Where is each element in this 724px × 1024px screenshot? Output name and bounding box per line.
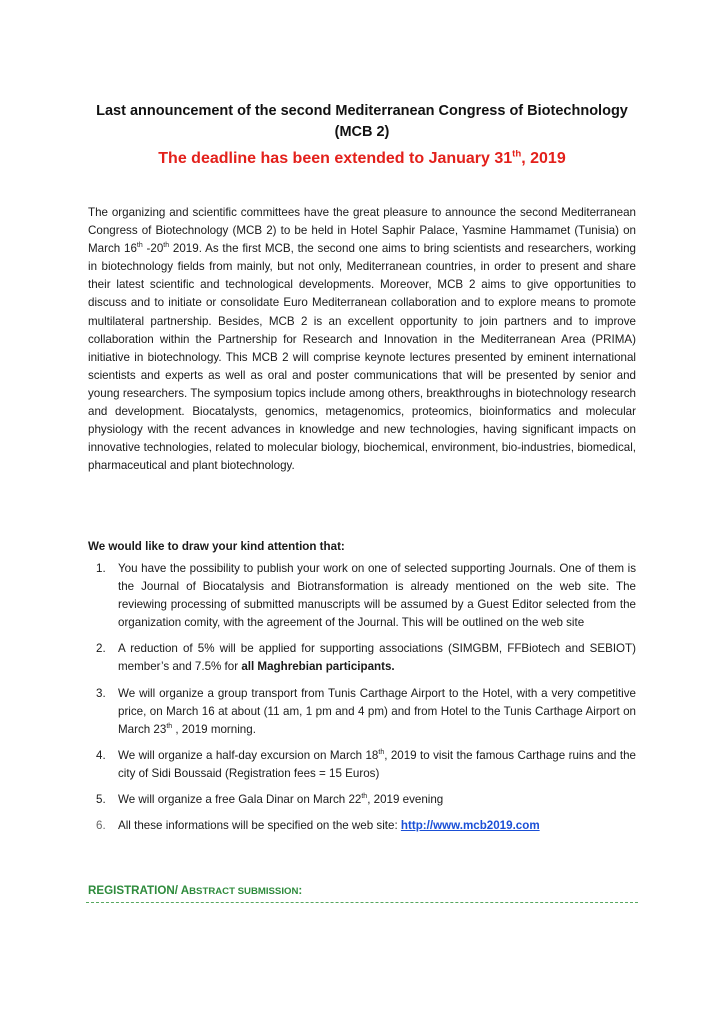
- list-text-after: , 2019 morning.: [172, 722, 256, 736]
- list-sup: th: [378, 748, 385, 756]
- section-divider: [86, 902, 638, 903]
- deadline-notice: [60, 148, 664, 170]
- list-sup: th: [166, 722, 173, 730]
- list-text-after: , 2019 evening: [367, 793, 444, 807]
- list-item-1: [88, 560, 636, 632]
- list-number: 3.: [96, 686, 106, 700]
- intro-text-2: -20: [142, 242, 164, 256]
- registration-text-2: BSTRACT SUBMISSION: [189, 886, 299, 897]
- list-item-5: [88, 791, 636, 809]
- intro-sup-2: th: [163, 242, 170, 250]
- list-item-4: [88, 747, 636, 783]
- list-text-after: , 2019 to visit the famous Carthage ruins and the city of Sidi Boussaid (Registration fees = 15 Euros): [118, 748, 636, 780]
- list-number: 2.: [96, 642, 106, 656]
- intro-text-3: 2019. As the first MCB, the second one aims to bring scientists and researchers, working in biotechnology fields from mainly, but not only, Mediterranean countries, in order to present and share their latest scientific and technological developments. Moreover, MCB 2 aims to give opportunities to discuss and to initiate or consolidate Euro Mediterranean collaboration and to explore means to promote multilateral partnership. Besides, MCB 2 is an excellent opportunity to join partners and to improve collaboration within the Partnership for Research and Innovation in the Mediterranean Area (PRIMA) initiative in biotechnology. This MCB 2 will comprise keynote lectures presented by eminent international scientists and experts as well as oral and poster communications that will be presented by senior and young researchers. The symposium topics include among others, breakthroughs in biotechnology research and development. Biocatalysts, genomics, metagenomics, proteomics, bioinformatics and molecular physiology with the recent advances in knowledge and new technologies, having significant impacts on innovative technologies, related to molecular biology, biochemical, environment, bio-industries, biomedical, pharmaceutical and plant biotechnology.: [88, 242, 636, 473]
- list-sup: th: [361, 793, 368, 801]
- title-line-1: Last announcement of the second Mediterranean Congress of Biotechnology: [96, 103, 628, 119]
- list-text-bold: all Maghrebian participants.: [241, 660, 395, 674]
- list-number: 6.: [96, 819, 106, 833]
- registration-text-1: REGISTRATION/ A: [88, 884, 190, 897]
- attention-heading: We would like to draw your kind attention that:: [88, 540, 345, 553]
- deadline-sup: th: [512, 148, 522, 160]
- list-text: We will organize a free Gala Dinar on March 22: [118, 793, 362, 807]
- title-line-2: (MCB 2): [334, 124, 390, 140]
- deadline-text: The deadline has been extended to January 31: [158, 150, 513, 167]
- intro-paragraph: [88, 204, 636, 475]
- list-text: You have the possibility to publish your work on one of selected supporting Journals. One of them is the Journal of Biocatalysis and Biotransformation is already mentioned on the web site. The reviewing processing of submitted manuscripts will be assumed by a Guest Editor selected from the organization comity, with the agreement of the Journal. This will be outlined on the web site: [118, 562, 636, 630]
- deadline-year: , 2019: [521, 150, 566, 167]
- list-item-6: [88, 817, 636, 835]
- list-item-2: [88, 640, 636, 676]
- intro-sup-1: th: [136, 242, 143, 250]
- list-text: We will organize a half-day excursion on March 18: [118, 748, 379, 762]
- intro-text-1: The organizing and scientific committees have the great pleasure to announce the second Mediterranean Congress of Biotechnology (MCB 2) to be held in Hotel Saphir Palace, Yasmine Hammamet (Tunisia) on March 16: [88, 206, 636, 256]
- website-link[interactable]: http://www.mcb2019.com: [400, 819, 540, 833]
- attention-list: [88, 560, 636, 843]
- registration-heading: [88, 883, 302, 900]
- list-item-3: [88, 685, 636, 739]
- list-number: 4.: [96, 748, 106, 762]
- list-text: All these informations will be specified on the web site:: [118, 819, 401, 833]
- list-text: We will organize a group transport from Tunis Carthage Airport to the Hotel, with a very competitive price, on March 16 at about (11 am, 1 pm and 4 pm) and from Hotel to the Tunis Carthage Airport on March 23: [118, 686, 636, 736]
- list-number: 5.: [96, 793, 106, 807]
- announcement-title: [60, 101, 664, 143]
- list-number: 1.: [96, 562, 106, 575]
- registration-text-3: :: [298, 884, 303, 897]
- list-text: A reduction of 5% will be applied for supporting associations (SIMGBM, FFBiotech and SEBIOT) member’s and 7.5% for: [118, 642, 636, 674]
